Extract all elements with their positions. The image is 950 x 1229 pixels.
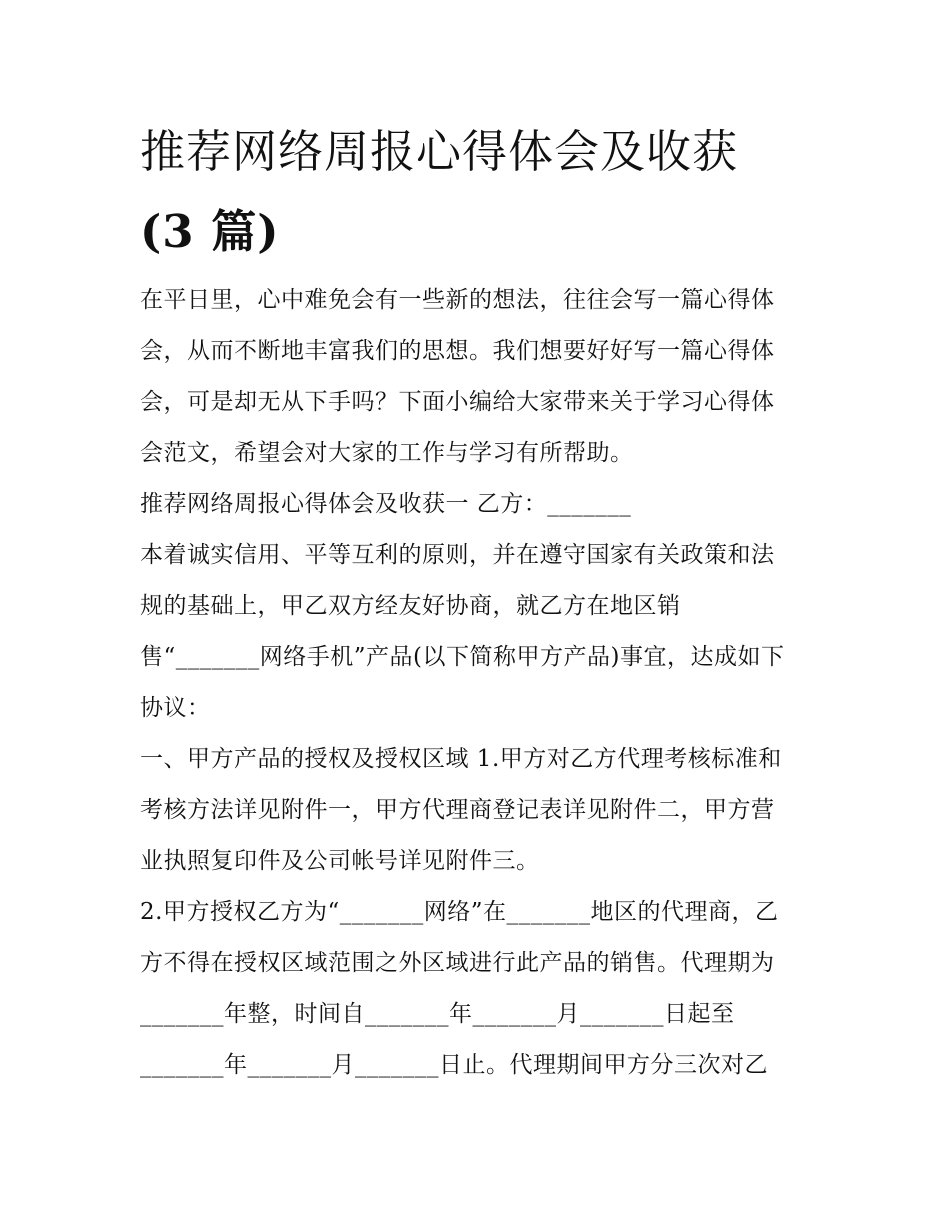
title-line-1: 推荐网络周报心得体会及收获 xyxy=(140,125,739,178)
body-line-12: 业执照复印件及公司帐号详见附件三。 xyxy=(140,848,540,874)
body-line-15: _______年整，时间自_______年_______月_______日起至 xyxy=(140,1001,735,1027)
body-line-9: 协议： xyxy=(140,695,211,721)
body-line-4: 会范文，希望会对大家的工作与学习有所帮助。 xyxy=(140,440,634,466)
document-title xyxy=(140,112,820,272)
body-line-16: _______年_______月_______日止。代理期间甲方分三次对乙 xyxy=(140,1052,768,1078)
body-line-1: 在平日里，心中难免会有一些新的想法，往往会写一篇心得体 xyxy=(140,287,775,313)
body-line-8: 售“_______网络手机”产品(以下简称甲方产品)事宜，达成如下 xyxy=(140,644,785,670)
document-body xyxy=(140,275,820,1091)
title-line-2: (3 篇) xyxy=(140,205,280,258)
body-line-11: 考核方法详见附件一，甲方代理商登记表详见附件二，甲方营 xyxy=(140,797,775,823)
body-line-6: 本着诚实信用、平等互利的原则，并在遵守国家有关政策和法 xyxy=(140,542,775,568)
body-line-2: 会，从而不断地丰富我们的思想。我们想要好好写一篇心得体 xyxy=(140,338,775,364)
body-line-5: 推荐网络周报心得体会及收获一 乙方：_______ xyxy=(140,491,632,517)
body-line-10: 一、甲方产品的授权及授权区域 1.甲方对乙方代理考核标准和 xyxy=(140,746,782,772)
body-line-13: 2.甲方授权乙方为“_______网络”在_______地区的代理商，乙 xyxy=(140,899,779,925)
body-line-3: 会，可是却无从下手吗？下面小编给大家带来关于学习心得体 xyxy=(140,389,775,415)
body-line-14: 方不得在授权区域范围之外区域进行此产品的销售。代理期为 xyxy=(140,950,775,976)
body-line-7: 规的基础上，甲乙双方经友好协商，就乙方在地区销 xyxy=(140,593,681,619)
